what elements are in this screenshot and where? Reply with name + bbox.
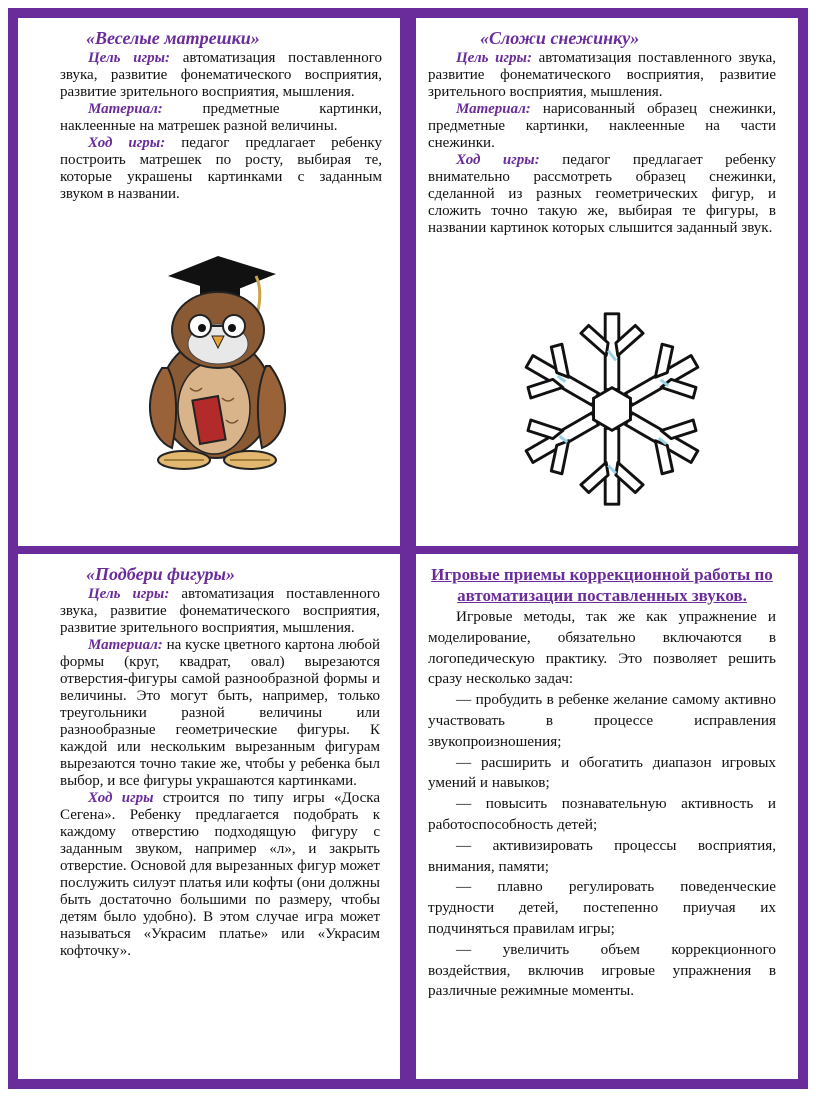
list-item: — повысить познавательную активность и работоспособность детей; (428, 795, 776, 833)
material-paragraph (60, 637, 380, 790)
course-label: Ход игры: (456, 152, 540, 168)
course-paragraph (428, 152, 776, 237)
card-figures (18, 554, 400, 1079)
goal-label: Цель игры: (456, 50, 532, 66)
snowflake-icon (510, 303, 714, 515)
course-label: Ход игры: (88, 135, 166, 151)
material-label: Материал: (88, 637, 163, 653)
card-matryoshka (18, 18, 400, 546)
card-title: «Подбери фигуры» (86, 564, 235, 584)
course-text: педагог предлагает ребенку построить матрешек по росту, выбирая те, которые украшены картинками с заданным звуком в названии. (60, 135, 382, 202)
material-text: на куске цветного картона любой формы (круг, квадрат, овал) вырезаются отверстия-фигуры самой разнообразной формы и величины. Это могут быть, например, только треугольники разной величины или разнообразные геометрические фигуры. К каждой или нескольким вырезанным фигурам вырезаются точно такие же, чтобы у ребенка был выбор, и все фигуры украшаются картинками. (60, 637, 380, 789)
goal-paragraph (60, 586, 380, 637)
goal-label: Цель игры: (88, 50, 171, 66)
course-label: Ход игры (88, 790, 154, 806)
goal-text: автоматизация поставленного звука, развитие фонематического восприятия, развитие зрительного восприятия, мышления. (60, 586, 380, 636)
list-item: — расширить и обогатить диапазон игровых умений и навыков; (428, 753, 776, 792)
card-sheet (8, 8, 808, 1089)
course-text: строится по типу игры «Доска Сегена». Ребенку предлагается подобрать к каждому отверстию подходящую фигуру с заданным звуком, например «л», и закрыть отверстие. Основой для вырезанных фигур может послужить силуэт платья или кофты (они должны быть достаточно большими по размеру, чтобы детям было удобно). В этом случае игра может называться «Украсим платье» или «Украсим кофточку». (60, 790, 380, 959)
material-paragraph (428, 101, 776, 152)
card-title: «Веселые матрешки» (86, 28, 260, 48)
course-text: педагог предлагает ребенку внимательно рассмотреть образец снежинки, сделанной из разных геометрических фигур, и сложить точно такую же, выбирая те фигуры, в названии картинок которых слышится заданный звук. (428, 152, 776, 236)
course-paragraph (60, 790, 380, 960)
list-item: — пробудить в ребенке желание самому активно участвовать в процессе исправления звукопроизношения; (428, 691, 776, 750)
goal-text: автоматизация поставленного звука, развитие фонематического восприятия, развитие зрительного восприятия, мышления. (428, 50, 776, 100)
list-item: — увеличить объем коррекционного воздействия, включив игровые упражнения в различные режимные моменты. (428, 940, 776, 1000)
card-techniques (416, 554, 798, 1079)
goal-paragraph (60, 50, 382, 101)
list-item: — плавно регулировать поведенческие трудности детей, постепенно приучая их подчиняться правилам игры; (428, 878, 776, 937)
material-label: Материал: (88, 101, 163, 117)
material-text: нарисованный образец снежинки, предметные картинки, наклеенные на части снежинки. (428, 101, 776, 151)
course-paragraph (60, 135, 382, 203)
list-item: — активизировать процессы восприятия, внимания, памяти; (428, 836, 776, 875)
material-paragraph (60, 101, 382, 135)
card-title: «Сложи снежинку» (480, 28, 640, 48)
material-text: предметные картинки, наклеенные на матрешек разной величины. (60, 101, 382, 134)
goal-paragraph (428, 50, 776, 101)
goal-text: автоматизация поставленного звука, развитие фонематического восприятия, развитие зрительного восприятия, мышления. (60, 50, 382, 100)
owl-professor-icon (138, 248, 298, 478)
card-snowflake (416, 18, 798, 546)
intro-paragraph: Игровые методы, так же как упражнение и моделирование, обязательно включаются в логопедическую практику. Это позволяет решить сразу несколько задач: (428, 608, 776, 688)
goal-label: Цель игры: (88, 586, 170, 602)
card-title: Игровые приемы коррекционной работы по автоматизации поставленных звуков. (431, 565, 773, 605)
material-label: Материал: (456, 101, 531, 117)
